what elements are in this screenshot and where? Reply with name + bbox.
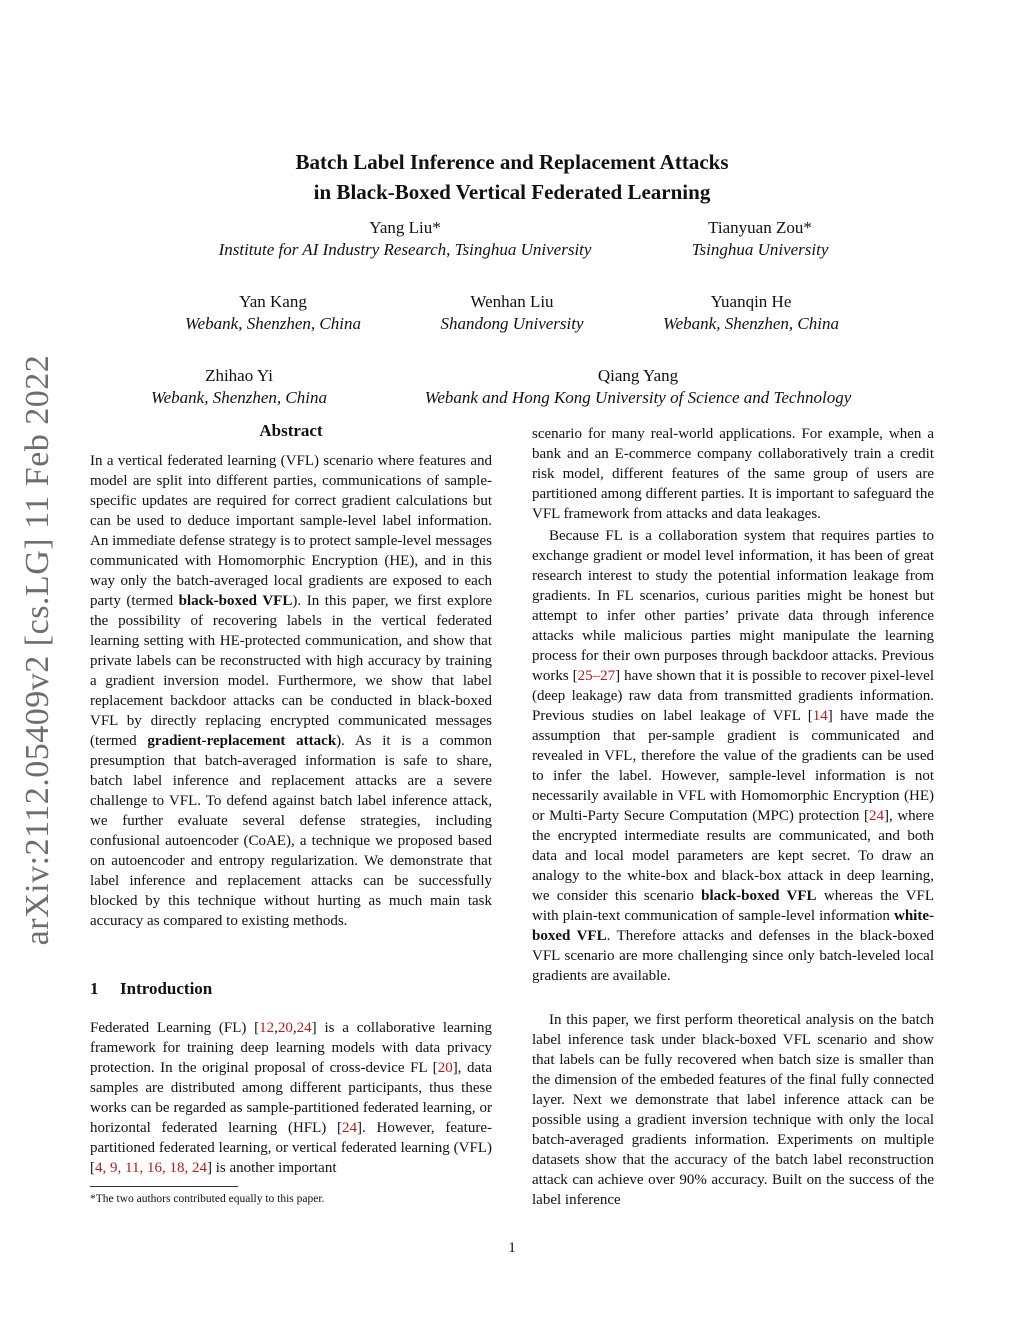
author-affiliation: Webank and Hong Kong University of Science and Technology	[424, 388, 852, 407]
right-column-paragraph-1: scenario for many real-world applications. For example, when a bank and an E-commerce company collaboratively train a credit risk model, different features of the same group of users are partitioned among different parties. It is important to safeguard the VFL framework from attacks and data leakages.	[532, 426, 934, 522]
citation-link[interactable]: 20	[437, 1060, 453, 1076]
right-column-paragraph-2: Because FL is a collaboration system that requires parties to exchange gradient or model level information, it has been of great research interest to study the potential information leakage from gradients. In FL scenarios, curious parities might be honest but attempt to infer other parties’ private data through inference attacks while malicious parties might manipulate the learning process for their own purposes through backdoor attacks. Previous works [25–27] have shown that it is possible to recover pixel-level (deep leakage) raw data from transmitted gradients information. Previous studies on label leakage of VFL [14] have made the assumption that per-sample gradient is communicated and revealed in VFL, therefore the value of the gradients can be used to infer the label. However, sample-level information is not necessarily available in VFL with Homomorphic Encryption (HE) or Multi-Party Secure Computation (MPC) protection [24], where the encrypted intermediate results are communicated, and both data and local model parameters are kept secret. To draw an analogy to the white-box and black-box attack in deep learning, we consider this scenario black-boxed VFL whereas the VFL with plain-text communication of sample-level information white-boxed VFL. Therefore attacks and defenses in the black-boxed VFL scenario are more challenging since only batch-leveled local gradients are available.	[532, 528, 935, 984]
author-block	[378, 365, 898, 409]
citation-link[interactable]: 24	[868, 808, 884, 824]
section-heading-introduction	[90, 979, 212, 999]
citation-link[interactable]: 12	[259, 1020, 275, 1036]
author-name: Zhihao Yi	[205, 366, 273, 385]
author-block	[170, 217, 640, 261]
footnote: *The two authors contributed equally to this paper.	[90, 1193, 325, 1205]
citation-link[interactable]: 24	[296, 1020, 312, 1036]
author-affiliation: Webank, Shenzhen, China	[663, 314, 839, 333]
author-affiliation: Tsinghua University	[691, 240, 829, 259]
footnote-rule	[90, 1186, 238, 1187]
author-affiliation: Shandong University	[440, 314, 584, 333]
arxiv-identifier-stamp	[8, 350, 68, 950]
paper-title-line-1: Batch Label Inference and Replacement Attacks	[295, 150, 729, 174]
introduction-paragraph: Federated Learning (FL) [12,20,24] is a collaborative learning framework for training deep learning models with data privacy protection. In the original proposal of cross-device FL [20], data samples are distributed among different participants, thus these works can be regarded as sample-partitioned federated learning, or horizontal federated learning (HFL) [24]. However, feature-partitioned federated learning, or vertical federated learning (VFL) [4, 9, 11, 16, 18, 24] is another important	[90, 1020, 493, 1176]
citation-link[interactable]: 4, 9, 11, 16, 18, 24	[95, 1160, 207, 1176]
page-number: 1	[508, 1240, 516, 1256]
author-name: Yang Liu*	[369, 218, 441, 237]
author-affiliation: Webank, Shenzhen, China	[185, 314, 361, 333]
author-name: Qiang Yang	[597, 366, 679, 385]
citation-link[interactable]: 24	[342, 1120, 358, 1136]
author-block	[412, 291, 612, 335]
abstract-paragraph: In a vertical federated learning (VFL) scenario where features and model are split into different parties, communications of sample-specific updates are required for correct gradient calculations but can be used to deduce important sample-level label information. An immediate defense strategy is to protect sample-level messages communicated with Homomorphic Encryption (HE), and in this way only the batch-averaged local gradients are exposed to each party (termed black-boxed VFL). In this paper, we first explore the possibility of recovering labels in the vertical federated learning setting with HE-protected communication, and show that private labels can be reconstructed with high accuracy by training a gradient inversion model. Furthermore, we show that label replacement backdoor attacks can be conducted in black-boxed VFL by directly replacing encrypted communicated messages (termed gradient-replacement attack). As it is a common presumption that batch-averaged information is safe to share, batch label inference and replacement attacks are a severe challenge to VFL. To defend against batch label inference attack, we further evaluate several defense strategies, including confusional autoencoder (CoAE), a technique we proposed based on autoencoder and entropy regularization. We demonstrate that label inference and replacement attacks can be successfully blocked by this technique without hurting as much main task accuracy as compared to existing methods.	[90, 453, 493, 929]
section-number: 1	[90, 979, 99, 998]
author-name: Tianyuan Zou*	[708, 218, 812, 237]
citation-link[interactable]: 14	[812, 708, 828, 724]
author-block	[160, 291, 386, 335]
author-name: Wenhan Liu	[470, 292, 554, 311]
author-affiliation: Institute for AI Industry Research, Tsinghua University	[218, 240, 592, 259]
abstract-heading: Abstract	[259, 421, 323, 440]
author-block	[126, 365, 352, 409]
arxiv-identifier-text: arXiv:2112.05409v2 [cs.LG] 11 Feb 2022	[19, 354, 56, 946]
citation-link[interactable]: 20	[277, 1020, 293, 1036]
author-block	[638, 291, 864, 335]
citation-link[interactable]: 25–27	[577, 668, 616, 684]
paper-title-line-2: in Black-Boxed Vertical Federated Learning	[313, 180, 711, 204]
right-column-paragraph-3: In this paper, we first perform theoretical analysis on the batch label inference task under black-boxed VFL scenario and show that labels can be fully recovered when batch size is smaller than the dimension of the embeded features of the final fully connected layer. Next we demonstrate that label inference attack can be possible using a gradient inversion technique with only the local batch-averaged gradients information. Experiments on multiple datasets show that the accuracy of the batch label reconstruction attack can achieve over 90% accuracy. Built on the success of the label inference	[532, 1012, 934, 1208]
author-name: Yuanqin He	[710, 292, 792, 311]
author-affiliation: Webank, Shenzhen, China	[151, 388, 327, 407]
author-block	[660, 217, 860, 261]
section-title: Introduction	[120, 979, 213, 998]
author-name: Yan Kang	[239, 292, 307, 311]
